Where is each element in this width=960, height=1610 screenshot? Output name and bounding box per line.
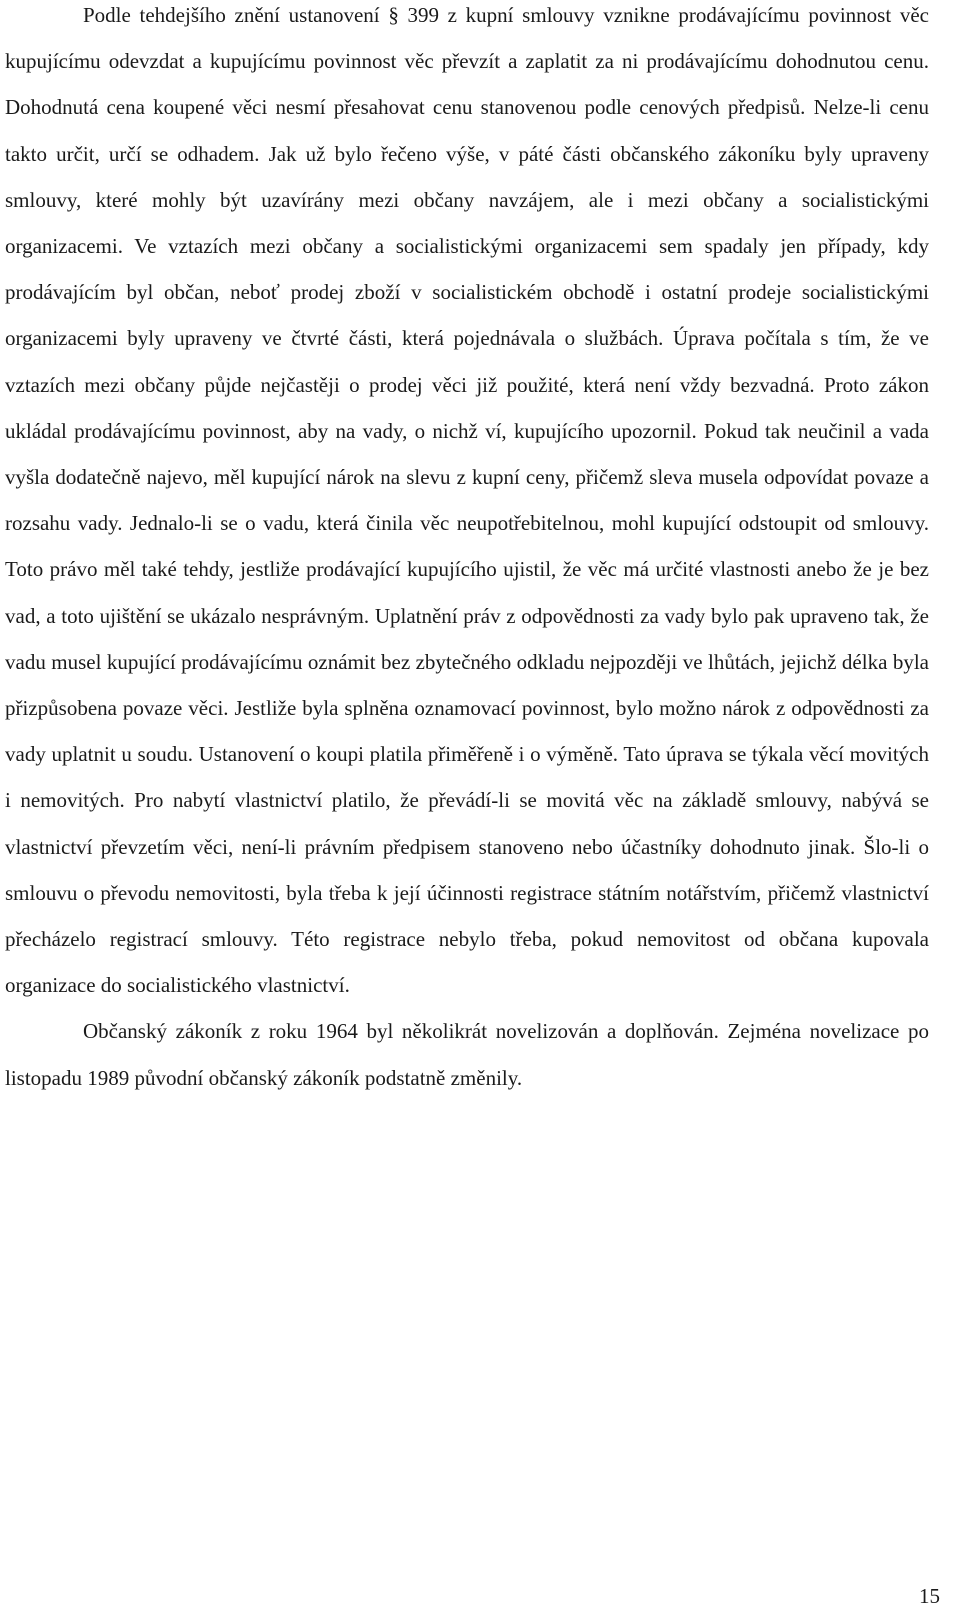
paragraph-civil-code-amendments: Občanský zákoník z roku 1964 byl několikrát novelizován a doplňován. Zejména novelizace po listopadu 1989 původní občanský zákoník podstatně změnily. [5, 1019, 929, 1090]
document-body [5, 0, 929, 1101]
page-number: 15 [919, 1584, 940, 1608]
paragraph-purchase-contract: Podle tehdejšího znění ustanovení § 399 z kupní smlouvy vznikne prodávajícímu povinnost věc kupujícímu odevzdat a kupujícímu povinnost věc převzít a zaplatit za ni prodávajícímu dohodnutou cenu. Dohodnutá cena koupené věci nesmí přesahovat cenu stanovenou podle cenových předpisů. Nelze-li cenu takto určit, určí se odhadem. Jak už bylo řečeno výše, v páté části občanského zákoníku byly upraveny smlouvy, které mohly být uzavírány mezi občany navzájem, ale i mezi občany a socialistickými organizacemi. Ve vztazích mezi občany a socialistickými organizacemi sem spadaly jen případy, kdy prodávajícím byl občan, neboť prodej zboží v socialistickém obchodě i ostatní prodeje socialistickými organizacemi byly upraveny ve čtvrté části, která pojednávala o službách. Úprava počítala s tím, že ve vztazích mezi občany půjde nejčastěji o prodej věci již použité, která není vždy bezvadná. Proto zákon ukládal prodávajícímu povinnost, aby na vady, o nichž ví, kupujícího upozornil. Pokud tak neučinil a vada vyšla dodatečně najevo, měl kupující nárok na slevu z kupní ceny, přičemž sleva musela odpovídat povaze a rozsahu vady. Jednalo-li se o vadu, která činila věc neupotřebitelnou, mohl kupující odstoupit od smlouvy. Toto právo měl také tehdy, jestliže prodávající kupujícího ujistil, že věc má určité vlastnosti anebo že je bez vad, a toto ujištění se ukázalo nesprávným. Uplatnění práv z odpovědnosti za vady bylo pak upraveno tak, že vadu musel kupující prodávajícímu oznámit bez zbytečného odkladu nejpozději ve lhůtách, jejichž délka byla přizpůsobena povaze věci. Jestliže byla splněna oznamovací povinnost, bylo možno nárok z odpovědnosti za vady uplatnit u soudu. Ustanovení o koupi platila přiměřeně i o výměně. Tato úprava se týkala věcí movitých i nemovitých. Pro nabytí vlastnictví platilo, že převádí-li se movitá věc na základě smlouvy, nabývá se vlastnictví převzetím věci, není-li právním předpisem stanoveno nebo účastníky dohodnuto jinak. Šlo-li o smlouvu o převodu nemovitosti, byla třeba k její účinnosti registrace státním notářstvím, přičemž vlastnictví přecházelo registrací smlouvy. Této registrace nebylo třeba, pokud nemovitost od občana kupovala organizace do socialistického vlastnictví. [5, 3, 929, 998]
